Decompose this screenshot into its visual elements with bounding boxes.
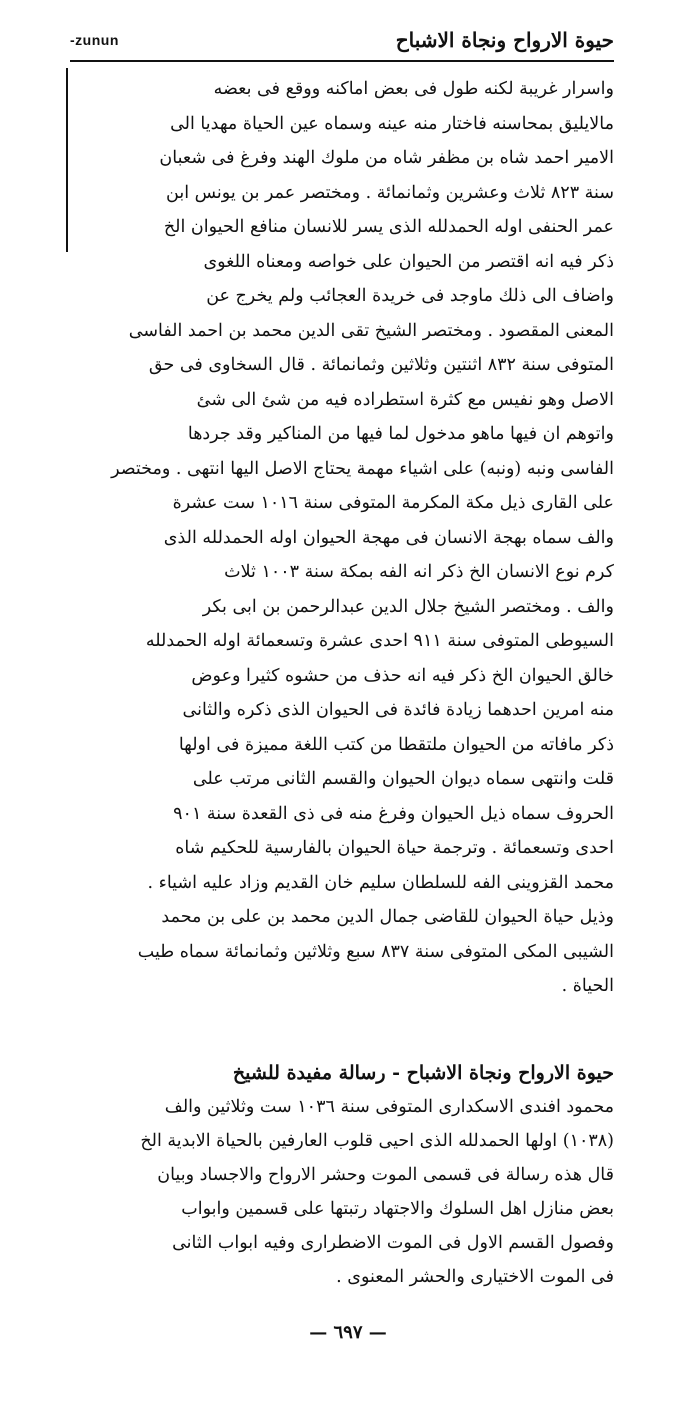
- margin-bar: [66, 68, 68, 252]
- body-line: الاصل وهو نفيس مع كثرة استطراده فيه من شئ الى شئ: [196, 389, 614, 410]
- body-line: قلت وانتهى سماه ديوان الحيوان والقسم الثانى مرتب على: [192, 769, 614, 789]
- entry-line: وفصول القسم الاول فى الموت الاضطرارى وفيه ابواب الثانى: [172, 1233, 614, 1253]
- body-line: عمر الحنفى اوله الحمدلله الذى يسر للانسان منافع الحيوان الخ: [163, 217, 614, 237]
- entry-line: بعض منازل اهل السلوك والاجتهاد رتبتها على قسمين وابواب: [181, 1199, 614, 1219]
- entry-line: (١٠٣٨) اولها الحمدلله الذى احيى قلوب العارفين بالحياة الابدية الخ: [140, 1131, 614, 1151]
- body-line: المعنى المقصود . ومختصر الشيخ تقى الدين محمد بن احمد الفاسى: [128, 320, 614, 341]
- running-header: [70, 26, 614, 60]
- body-line: واتوهم ان فيها ماهو مدخول لما فيها من المناكير وقد جردها: [187, 424, 614, 444]
- body-line: سنة ٨٢٣ ثلاث وعشرين وثمانمائة . ومختصر عمر بن يونس ابن: [166, 182, 614, 203]
- header-tag: -zunun: [70, 32, 119, 48]
- header-title: حيوة الارواح ونجاة الاشباح: [395, 28, 614, 52]
- body-line: المتوفى سنة ٨٣٢ اثنتين وثلاثين وثمانمائة . قال السخاوى فى حق: [148, 355, 614, 375]
- body-line: والف . ومختصر الشيخ جلال الدين عبدالرحمن بن ابى بكر: [202, 596, 614, 617]
- body-line: منه امرين احدهما زيادة فائدة فى الحيوان الذى ذكره والثانى: [182, 700, 614, 720]
- page-number: — ٦٩٧ —: [309, 1322, 387, 1343]
- body-line: على القارى ذيل مكة المكرمة المتوفى سنة ١٠١٦ ست عشرة: [172, 493, 614, 513]
- body-line: والف سماه بهجة الانسان فى مهجة الحيوان اوله الحمدلله الذى: [163, 527, 614, 548]
- entry-line: قال هذه رسالة فى قسمى الموت وحشر الارواح والاجساد وبيان: [157, 1165, 614, 1185]
- body-line: ذكر فيه انه اقتصر من الحيوان على خواصه ومعناه اللغوى: [203, 251, 614, 272]
- entry-section: [100, 1056, 614, 1294]
- body-line: الامير احمد شاه بن مظفر شاه من ملوك الهند وفرغ فى شعبان: [159, 148, 614, 168]
- body-line: مالايليق بمحاسنه فاختار منه عينه وسماه عين الحياة مهديا الى: [170, 113, 614, 134]
- body-line: كرم نوع الانسان الخ ذكر انه الفه بمكة سنة ١٠٠٣ ثلاث: [224, 562, 614, 582]
- entry-title: حيوة الارواح ونجاة الاشباح - رسالة مفيدة للشيخ: [232, 1062, 614, 1084]
- body-line: الحياة .: [561, 976, 614, 996]
- entry-line: محمود افندى الاسكدارى المتوفى سنة ١٠٣٦ ست وثلاثين والف: [164, 1097, 614, 1117]
- body-text: [100, 72, 614, 1004]
- body-line: احدى وتسعمائة . وترجمة حياة الحيوان بالفارسية للحكيم شاه: [175, 838, 614, 858]
- header-rule: [70, 60, 614, 62]
- body-line: ذكر مافاته من الحيوان ملتقطا من كتب اللغة مميزة فى اولها: [178, 734, 614, 755]
- body-line: الحروف سماه ذيل الحيوان وفرغ منه فى ذى القعدة سنة ٩٠١: [173, 803, 614, 824]
- body-line: واضاف الى ذلك ماوجد فى خريدة العجائب ولم يخرج عن: [206, 286, 614, 306]
- body-line: الشيبى المكى المتوفى سنة ٨٣٧ سبع وثلاثين وثمانمائة سماه طيب: [137, 941, 614, 962]
- body-line: وذيل حياة الحيوان للقاضى جمال الدين محمد بن على بن محمد: [161, 907, 614, 927]
- body-line: الفاسى ونبه (ونبه) على اشياء مهمة يحتاج الاصل اليها انتهى . ومختصر: [111, 458, 614, 479]
- body-line: محمد القزوينى الفه للسلطان سليم خان القديم وزاد عليه اشياء .: [147, 872, 614, 893]
- body-line: خالق الحيوان الخ ذكر فيه انه حذف من حشوه كثيرا وعوض: [191, 665, 614, 686]
- body-line: واسرار غريبة لكنه طول فى بعض اماكنه ووقع فى بعضه: [213, 79, 614, 99]
- body-line: السيوطى المتوفى سنة ٩١١ احدى عشرة وتسعمائة اوله الحمدلله: [145, 631, 614, 651]
- entry-line: فى الموت الاختيارى والحشر المعنوى .: [336, 1267, 614, 1287]
